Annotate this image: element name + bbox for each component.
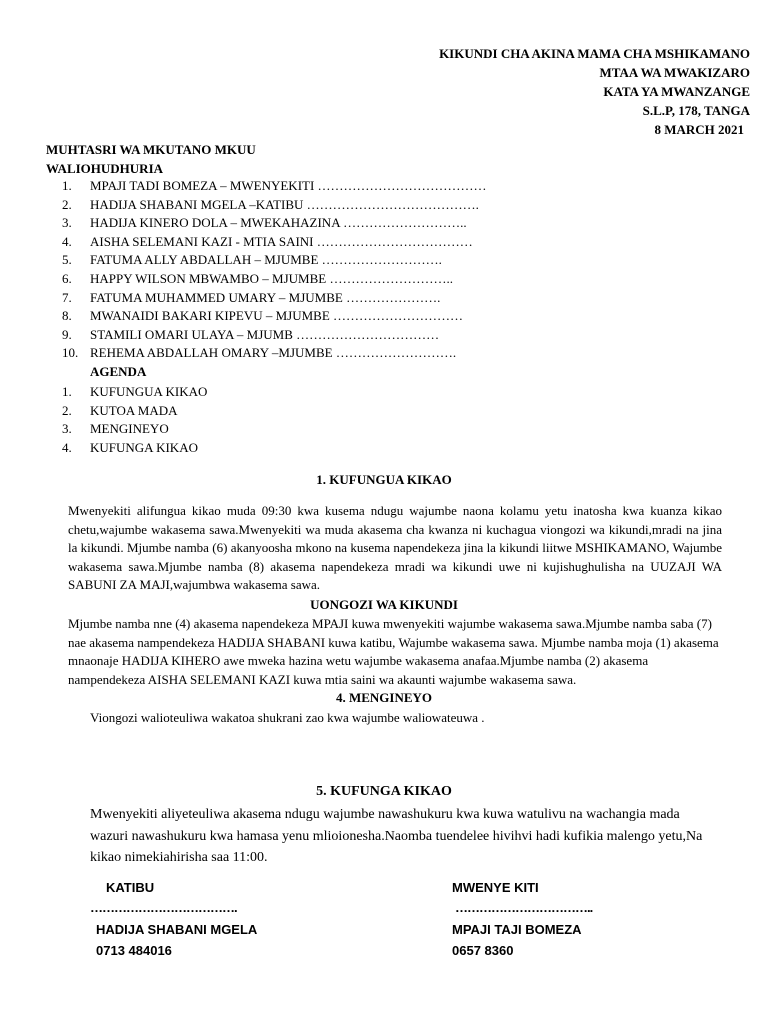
list-item: 5. FATUMA ALLY ABDALLAH – MJUMBE ……………………….: [62, 252, 442, 268]
document-title: MUHTASRI WA MKUTANO MKUU: [46, 142, 256, 157]
signature-block-secretary: [90, 880, 257, 958]
signatory-name: MPAJI TAJI BOMEZA: [452, 922, 582, 937]
list-item: 2. HADIJA SHABANI MGELA –KATIBU ………………………………….: [62, 196, 479, 212]
list-item: 1. MPAJI TADI BOMEZA – MWENYEKITI …………………………………: [62, 178, 487, 193]
signature-block-chairperson: [452, 880, 592, 958]
signature-line: ……………………………….: [90, 900, 237, 915]
section-heading: 5. KUFUNGA KIKAO: [316, 784, 452, 799]
list-item: 4. KUFUNGA KIKAO: [62, 439, 198, 455]
section-heading: UONGOZI WA KIKUNDI: [310, 597, 458, 612]
section-heading: 4. MENGINEYO: [335, 690, 433, 705]
list-item: 8. MWANAIDI BAKARI KIPEVU – MJUMBE …………………………: [62, 308, 464, 324]
list-item: 3. HADIJA KINERO DOLA – MWEKAHAZINA ………………………..: [62, 215, 467, 231]
signature-role: MWENYE KITI: [452, 880, 539, 895]
letterhead: [439, 44, 750, 139]
signatory-phone: 0657 8360: [452, 943, 514, 958]
list-item: 7. FATUMA MUHAMMED UMARY – MJUMBE ………………….: [62, 289, 441, 305]
ward-name: KATA YA MWANZANGE: [603, 84, 750, 99]
section-paragraph: Viongozi walioteuliwa wakatoa shukrani zao kwa wajumbe waliowateuwa .: [90, 710, 485, 725]
agenda-list: [62, 383, 207, 457]
group-name: KIKUNDI CHA AKINA MAMA CHA MSHIKAMANO: [439, 46, 750, 61]
list-item: 3. MENGINEYO: [62, 421, 169, 437]
section-heading: 1. KUFUNGUA KIKAO: [316, 472, 452, 487]
signature-line: ……………………………..: [455, 900, 593, 915]
attendees-list: [62, 177, 487, 363]
section-paragraph: Mjumbe namba nne (4) akasema napendekeza MPAJI kuwa mwenyekiti wajumbe wakasema sawa.Mjumbe namba saba (7) nae akasema nampendekeza HADIJA SHABANI kuwa katibu, Wajumbe wakasema sawa. Mjumbe namba moja (1) akasema mnaonaje HADIJA KIHERO awe mweka hazina wetu wajumbe wakasema anafaa.Mjumbe namba (2) akasema nampendekeza AISHA SELEMANI KAZI kuwa mtia saini wa akaunti wajumbe wakasema sawa.: [68, 616, 719, 687]
list-item: 4. AISHA SELEMANI KAZI - MTIA SAINI ………………………………: [62, 233, 473, 249]
list-item: 1. KUFUNGUA KIKAO: [62, 384, 208, 399]
list-item: 10. REHEMA ABDALLAH OMARY –MJUMBE ……………………….: [62, 345, 457, 361]
signatory-name: HADIJA SHABANI MGELA: [96, 922, 258, 937]
postal-address: S.L.P, 178, TANGA: [642, 103, 750, 118]
signature-role: KATIBU: [106, 880, 155, 895]
agenda-heading: AGENDA: [90, 364, 147, 379]
document-date: 8 MARCH 2021: [654, 122, 744, 137]
section-paragraph: Mwenyekiti aliyeteuliwa akasema ndugu wajumbe nawashukuru kwa kuwa watulivu na wachangia mada wazuri nawashukuru kwa hamasa yenu mlioionesha.Naomba tuendelee hivihvi hadi kufikia malengo yetu,Na kikao nimekiahirisha saa 11:00.: [90, 807, 703, 865]
section-paragraph: Mwenyekiti alifungua kikao muda 09:30 kwa kusema ndugu wajumbe naona kolamu yetu inatosha kwa kuanza kikao chetu,wajumbe wakasema sawa.Mwenyekiti wa muda akasema cha kwanza ni kuchagua viongozi wa kikundi,mradi na jina la kikundi. Mjumbe namba (6) akanyoosha mkono na kusema napendekeza jina la kikundi liitwe MSHIKAMANO, Wajumbe wakasema sawa.Mjumbe namba (8) akasema napendekeza mradi wa kikundi uwe ni kujishughulisha na UUZAJI WA SABUNI ZA MAJI,wajumbwa wakasema sawa.: [68, 503, 722, 592]
list-item: 6. HAPPY WILSON MBWAMBO – MJUMBE ………………………..: [62, 270, 453, 286]
attendees-heading: WALIOHUDHURIA: [46, 161, 164, 176]
signatory-phone: 0713 484016: [96, 943, 172, 958]
street-name: MTAA WA MWAKIZARO: [599, 65, 750, 80]
list-item: 2. KUTOA MADA: [62, 402, 178, 418]
list-item: 9. STAMILI OMARI ULAYA – MJUMB ……………………………: [62, 326, 440, 342]
document-title-block: [46, 140, 256, 178]
